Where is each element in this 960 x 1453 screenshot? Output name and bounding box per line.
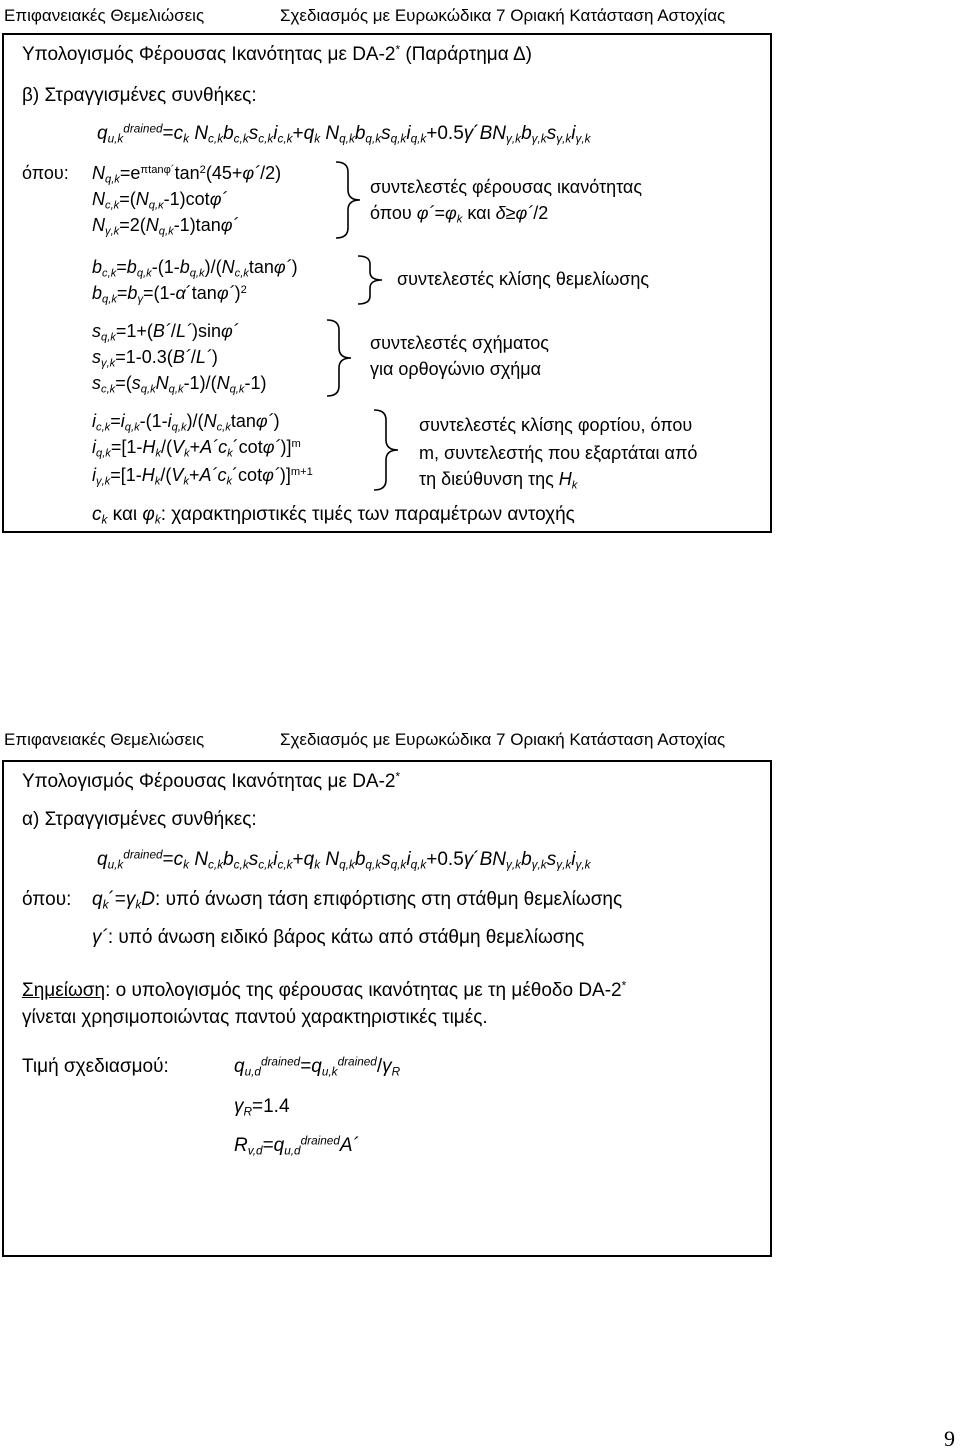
def-gamma: γ´: υπό άνωση ειδικό βάρος κάτω από στάθμη θεμελίωσης [92,927,585,948]
design-gammaR: $\gamma_R=1.4$ [234,1096,290,1119]
s-gamma-line: $s_{\gamma,k}=1-0.3(B´/L´)$ [92,347,218,370]
note-line-2: γίνεται χρησιμοποιώντας παντού χαρακτηριστικές τιμές. [22,1007,488,1028]
s-q-line: $s_{q,k}=1+(B´/L´)\sin\varphi´$ [92,321,239,344]
slide1-footer: $c_k$ και $\varphi_k$: χαρακτηριστικές τιμές των παραμέτρων αντοχής [92,504,575,527]
b-c-line: $b_{c,k}=b_{q,k}-(1-b_{q,k})/(N_{c,k}\tan\varphi´)$ [92,257,298,280]
slide1-header-left: Επιφανειακές Θεμελιώσεις [4,6,205,25]
slide2-subtitle: α) Στραγγισμένες συνθήκες: [22,809,257,830]
slide1-formula: $q_{u,k}^{drained}=c_k$ $N_{c,k}b_{c,k}s_{c,k}i_{c,k}+q_k$ $N_{q,k}b_{q,k}s_{q,k}i_{q,k}+0.5\gamma´BN_{\gamma,k}b_{\gamma,k}s_{\gamma,k}i_{\gamma,k}$ [97,122,591,146]
design-label: Τιμή σχεδιασμού: [22,1056,169,1077]
N-group-brace [334,160,364,240]
b-q-line: $b_{q,k}=b_\gamma=(1-\alpha´\tan\varphi´)^2$ [92,283,247,306]
N-c-line: $N_{c,k}=(N_{q,\kappa}-1)\cot\varphi´$ [92,189,228,212]
slide1-header-right: Σχεδιασμός με Ευρωκώδικα 7 Οριακή Κατάσταση Αστοχίας [280,6,726,25]
N-gamma-line: $N_{\gamma,k}=2(N_{q,k}-1)\tan\varphi´$ [92,215,239,238]
i-note-2: m, συντελεστής που εξαρτάται από [419,443,698,463]
i-gamma-line: $i_{\gamma,k}=[1-H_k/(V_k+A´c_k´\cot\varphi´)]^{m+1}$ [92,465,313,488]
slide1-subtitle: β) Στραγγισμένες συνθήκες: [22,85,257,106]
page-number: 9 [944,1426,955,1451]
note-line-1: Σημείωση: ο υπολογισμός της φέρουσας ικανότητας με τη μέθοδο DA-2* [22,979,627,1001]
i-c-line: $i_{c,k}=i_{q,k}-(1-i_{q,k})/(N_{c,k}\tan\varphi´)$ [92,411,280,434]
slide1-opou: όπου: [22,163,69,183]
N-note-1: συντελεστές φέρουσας ικανότητας [370,177,643,197]
slide2-formula: $q_{u,k}^{drained}=c_k$ $N_{c,k}b_{c,k}s_{c,k}i_{c,k}+q_k$ $N_{q,k}b_{q,k}s_{q,k}i_{q,k}+0.5\gamma´BN_{\gamma,k}b_{\gamma,k}s_{\gamma,k}i_{\gamma,k}$ [97,848,591,872]
slide2-opou: όπου: [22,889,72,910]
slide2-title: Υπολογισμός Φέρουσας Ικανότητας με DA-2* [22,770,401,792]
s-note-2: για ορθογώνιο σχήμα [370,359,542,379]
slide2-header-right: Σχεδιασμός με Ευρωκώδικα 7 Οριακή Κατάσταση Αστοχίας [280,730,726,749]
i-group-brace [372,408,402,492]
N-q-line: $N_{q,k}=e^{\pi tan\varphi´}\tan^2(45+\varphi´/2)$ [92,163,282,186]
s-group-brace [325,318,355,398]
i-q-line: $i_{q,k}=[1-H_k/(V_k+A´c_k´\cot\varphi´)]^m$ [92,437,301,460]
i-note-1: συντελεστές κλίσης φορτίου, όπου [419,415,693,435]
design-Rvd: $R_{v,d}=q_{u,d}^{drained}A´$ [234,1134,359,1158]
s-note-1: συντελεστές σχήματος [370,333,549,353]
N-note-2: όπου $\varphi´=\varphi_k$ και δ≥φ´/2 [370,203,549,226]
s-c-line: $s_{c,k}=(s_{q,k}N_{q,k}-1)/(N_{q,k}-1)$ [92,373,267,396]
b-group-brace [356,254,386,306]
i-note-3: τη διεύθυνση της $H_k$ [419,469,578,492]
b-note: συντελεστές κλίσης θεμελίωσης [397,269,650,289]
note-label: Σημείωση [22,980,106,1001]
slide2-header-left: Επιφανειακές Θεμελιώσεις [4,730,205,749]
slide1-title: Υπολογισμός Φέρουσας Ικανότητας με DA-2* (Παράρτημα Δ) [22,43,532,65]
design-qud: $q_{u,d}^{drained}=q_{u,k}^{drained}/\gamma_R$ [234,1055,401,1079]
def-qk: $q_k´=\gamma_kD$: υπό άνωση τάση επιφόρτισης στη στάθμη θεμελίωσης [92,889,623,912]
